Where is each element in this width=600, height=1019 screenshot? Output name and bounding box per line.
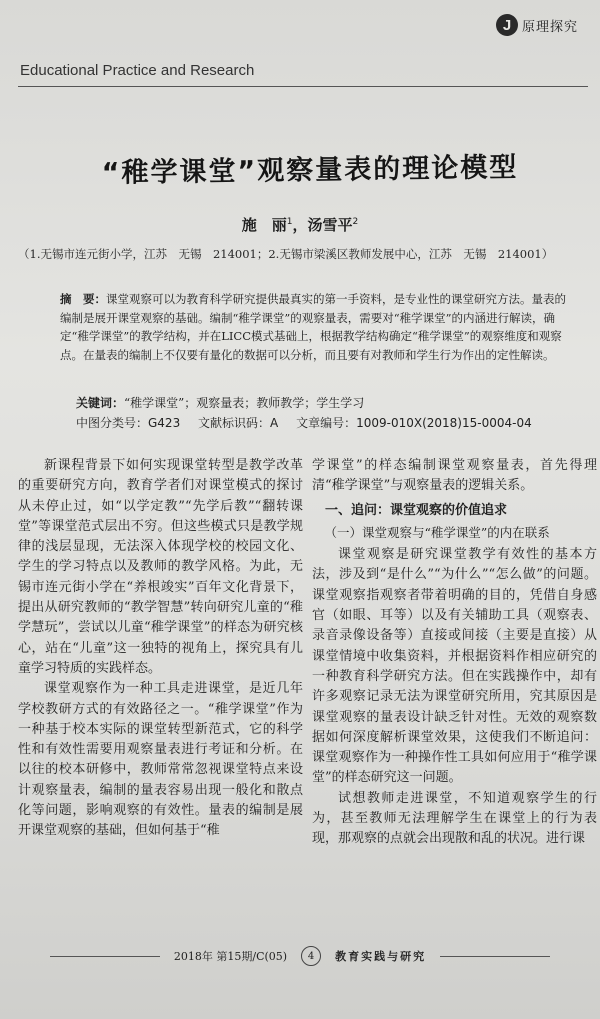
journal-chinese-name: 教育实践与研究 bbox=[335, 950, 427, 963]
abstract-label: 摘 要： bbox=[60, 292, 106, 306]
abstract-text: 课堂观察可以为教育科学研究提供最真实的第一手资料，是专业性的课堂研究方法。量表的编制是展开课堂观察的基础。编制“稚学课堂”的观察量表，需要对“稚学课堂”的内涵进行解读，确定“稚学课堂”的教学结构，并在LICC模式基础上，根据教学结构确定“稚学课堂”的观察维度和观察点。在量表的编制上不仅要有量化的数据可以分析，而且要有对教师和学生行为作出的定性解读。 bbox=[60, 292, 566, 362]
authors: 施 丽$^1$，汤雪平$^2$ bbox=[241, 216, 359, 234]
page-number: 4 bbox=[301, 946, 321, 966]
footer-rule-left bbox=[50, 956, 160, 957]
clc-number: 中图分类号：G423 bbox=[76, 416, 181, 430]
keywords bbox=[76, 394, 570, 411]
body-paragraph: 课堂观察是研究课堂教学有效性的基本方法，涉及到“是什么”“为什么”“怎么做”的问题。课堂观察指观察者带着明确的目的，凭借自身感官（如眼、耳等）以及有关辅助工具（观察表、录音录像设备等）直接或间接（主要是直接）从课堂情境中收集资料，并根据资料作相应研究的一种教育科学研究方法。但在实践操作中，却有许多观察记录无法为课堂研究所用，究其原因是课堂观察的量表设计缺乏针对性。无效的观察数据如何深度解析课堂效果，这使我们不断追问：课堂观察作为一种操作性工具如何应用于“稚学课堂”的样态研究这一问题。 bbox=[312, 547, 597, 786]
article-title: “稚学课堂”观察量表的理论模型 bbox=[101, 152, 519, 189]
page-footer bbox=[0, 946, 600, 966]
document-code: 文献标识码：A bbox=[198, 416, 279, 430]
article-number: 文章编号：1009-010X(2018)15-0004-04 bbox=[296, 416, 532, 430]
body-paragraph: 课堂观察作为一种工具走进课堂，是近几年学校教研方式的有效路径之一。“稚学课堂”作为一种基于校本实际的课堂转型新范式，它的科学性和有效性需要用观察量表进行考证和分析。在以往的校本研修中，教师常常忽视课堂特点来设计观察量表，编制的量表容易出现一般化和散点化等问题，影响观察的有效性。量表的编制是展开课堂观察的基础，但如何基于“稚 bbox=[18, 681, 303, 839]
section-tag bbox=[496, 14, 578, 36]
body-paragraph: 新课程背景下如何实现课堂转型是教学改革的重要研究方向，教育学者们对课堂模式的探讨从未停止过，如“以学定教”“先学后教”“翻转课堂”等课堂范式层出不穷。但这些模式只是教学规律的浅层显现，无法深入体现学校的校园文化、学生的学习特点以及教师的教学风格。为此，无锡市连元街小学在“养根竣实”百年文化背景下，提出从研究教师的“教学智慧”转向研究儿童的“稚学慧玩”，尝试以儿童“稚学课堂”的样态为研究核心，站在“儿童”这一独特的视角上，探究具有儿童学习特质的实践样态。 bbox=[18, 458, 303, 676]
keywords-text: “稚学课堂”；观察量表；教师教学；学生学习 bbox=[124, 396, 365, 410]
section-label: 原理探究 bbox=[521, 19, 578, 35]
body-paragraph-continuation: 学课堂”的样态编制课堂观察量表，首先得理清“稚学课堂”与观察量表的逻辑关系。 bbox=[312, 458, 597, 494]
header-rule bbox=[18, 86, 588, 87]
author-affiliation-mark: 1 bbox=[286, 217, 293, 227]
abstract bbox=[60, 290, 570, 364]
author-name: 汤雪平 bbox=[307, 216, 353, 234]
left-column bbox=[18, 456, 303, 842]
author-affiliation-mark: 2 bbox=[352, 217, 359, 227]
affiliation: （1.无锡市连元街小学，江苏 无锡 214001；2.无锡市梁溪区教师发展中心，江苏 无锡 214001） bbox=[18, 247, 554, 261]
keywords-label: 关键词： bbox=[76, 396, 125, 410]
section-heading: 一、追问：课堂观察的价值追求 bbox=[325, 502, 508, 518]
author-name: 施 丽 bbox=[241, 216, 287, 234]
journal-english-name: Educational Practice and Research bbox=[20, 62, 255, 79]
section-badge: J bbox=[496, 14, 518, 36]
issue-info: 2018年 第15期/C(05) bbox=[173, 950, 288, 963]
subsection-heading: （一）课堂观察与“稚学课堂”的内在联系 bbox=[324, 524, 550, 540]
right-column bbox=[312, 456, 597, 850]
footer-rule-right bbox=[440, 956, 550, 957]
classification-line bbox=[76, 414, 580, 431]
body-paragraph: 试想教师走进课堂，不知道观察学生的行为，甚至教师无法理解学生在课堂上的行为表现，那观察的点就会出现散和乱的状况。进行课 bbox=[312, 790, 597, 847]
